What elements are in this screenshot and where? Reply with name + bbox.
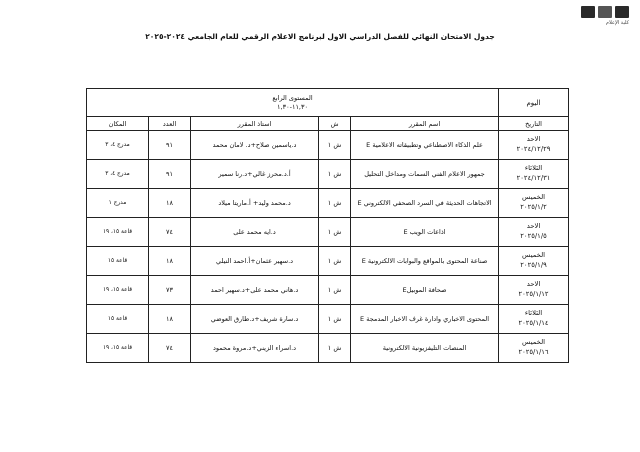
professor: أ.د.محرز غالي+د.رنا سمير (191, 160, 319, 189)
level-time: ١١,٣٠-١,٣٠ (277, 102, 308, 111)
table-row (87, 247, 569, 276)
date-cell (499, 131, 569, 160)
level-header (87, 89, 499, 117)
day-name: الثلاثاء (524, 164, 543, 173)
table-row (87, 131, 569, 160)
day-name: الثلاثاء (524, 309, 543, 318)
professor: د.ياسمين صلاح+د. لامان محمد (191, 131, 319, 160)
course-code: ش ١ (319, 334, 351, 363)
logo-icon (581, 6, 629, 18)
student-count: ١٨ (149, 247, 191, 276)
exam-location: مدرج ٤، ٣ (87, 131, 149, 160)
day-name: الخميس (522, 193, 546, 202)
student-count: ٧٣ (149, 276, 191, 305)
date-cell (499, 247, 569, 276)
exam-date: ٢٠٢٥/١/١٤ (518, 319, 549, 327)
exam-date: ٢٠٢٥/١/١٢ (518, 290, 549, 298)
exam-date: ٢٠٢٥/١/٥ (520, 232, 547, 240)
exam-date: ٢٠٢٤/١٢/٣١ (516, 174, 551, 182)
professor: د.ايه محمد على (191, 218, 319, 247)
day-header: اليوم (499, 89, 569, 117)
exam-date: ٢٠٢٥/١/٢ (520, 203, 547, 211)
course-code: ش ١ (319, 305, 351, 334)
course-code: ش ١ (319, 189, 351, 218)
date-cell (499, 218, 569, 247)
course-name: الاتجاهات الحديثة في السرد الصحفي الالكتروني E (351, 189, 499, 218)
table-row (87, 305, 569, 334)
student-count: ٧٤ (149, 218, 191, 247)
professor: د.محمد وليد+ أ.ماريتا ميلاد (191, 189, 319, 218)
student-count: ٧٤ (149, 334, 191, 363)
professor: د.سهير عثمان+أ.احمد النيلي (191, 247, 319, 276)
exam-location: قاعة ١٥، ١٩ (87, 334, 149, 363)
faculty-logo (563, 6, 629, 28)
course-code: ش ١ (319, 276, 351, 305)
professor: د.هاني محمد على+د.سهير احمد (191, 276, 319, 305)
day-name: الخميس (522, 338, 546, 347)
student-count: ٩١ (149, 160, 191, 189)
date-cell (499, 160, 569, 189)
course-name: اذاعات الويب E (351, 218, 499, 247)
exam-location: مدرج ١ (87, 189, 149, 218)
student-count: ١٨ (149, 305, 191, 334)
col-count: العدد (149, 117, 191, 131)
exam-schedule-table (86, 88, 569, 363)
exam-location: مدرج ٤، ٣ (87, 160, 149, 189)
course-name: المحتوى الاخباري وادارة غرف الاخبار المدمجة E (351, 305, 499, 334)
table-row (87, 218, 569, 247)
col-professor: استاذ المقرر (191, 117, 319, 131)
logo-caption: كلية الإعلام (605, 20, 629, 26)
course-name: المنصات التليفزيونية الالكترونية (351, 334, 499, 363)
professor: د.سارة شريف+د.طارق العوضي (191, 305, 319, 334)
course-name: علم الذكاء الاصطناعي وتطبيقاته الاعلامية E (351, 131, 499, 160)
day-name: الاحد (526, 135, 541, 144)
date-cell (499, 334, 569, 363)
date-cell (499, 276, 569, 305)
course-name: صحافة الموبيلE (351, 276, 499, 305)
student-count: ١٨ (149, 189, 191, 218)
date-cell (499, 305, 569, 334)
day-name: الاحد (526, 280, 541, 289)
date-cell (499, 189, 569, 218)
col-code: ش (319, 117, 351, 131)
exam-location: قاعة ١٥، ١٩ (87, 218, 149, 247)
day-name: الاحد (526, 222, 541, 231)
course-name: صناعة المحتوى بالمواقع والبوابات الالكترونية E (351, 247, 499, 276)
course-code: ش ١ (319, 247, 351, 276)
course-name: جمهور الاعلام الفني السمات ومداخل التحليل (351, 160, 499, 189)
course-code: ش ١ (319, 131, 351, 160)
table-row (87, 189, 569, 218)
table-row (87, 276, 569, 305)
column-header-row (87, 117, 569, 131)
exam-date: ٢٠٢٥/١/٩ (520, 261, 547, 269)
col-course-name: اسم المقرر (351, 117, 499, 131)
exam-location: قاعة ١٥، ١٩ (87, 276, 149, 305)
professor: د.اسراء الزيني+د.مروة محمود (191, 334, 319, 363)
col-date: التاريخ (499, 117, 569, 131)
exam-location: قاعة ١٥ (87, 247, 149, 276)
course-code: ش ١ (319, 160, 351, 189)
level-title: المستوى الرابع (272, 93, 313, 102)
col-location: المكان (87, 117, 149, 131)
exam-location: قاعة ١٥ (87, 305, 149, 334)
day-name: الخميس (522, 251, 546, 260)
table-row (87, 160, 569, 189)
exam-date: ٢٠٢٤/١٢/٢٩ (516, 145, 551, 153)
table-row (87, 334, 569, 363)
course-code: ش ١ (319, 218, 351, 247)
student-count: ٩١ (149, 131, 191, 160)
document-title: جدول الامتحان النهائي للفصل الدراسي الاول لبرنامج الاعلام الرقمي للعام الجامعي ٢٠٢٤-٢٠٢٥ (145, 32, 495, 41)
exam-date: ٢٠٢٥/١/١٦ (518, 348, 549, 356)
